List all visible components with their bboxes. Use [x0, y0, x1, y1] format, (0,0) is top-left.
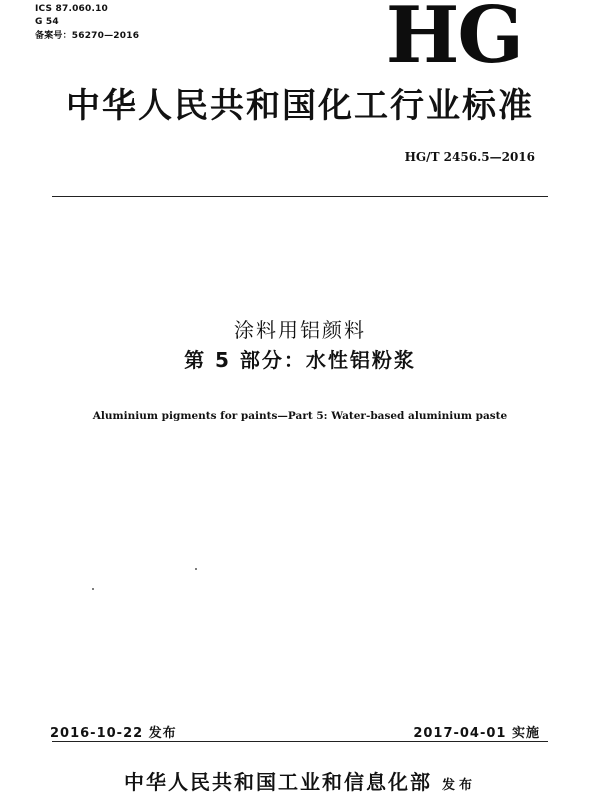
record-number: 备案号：56270—2016 [35, 31, 140, 41]
document-title-english: Aluminium pigments for paints—Part 5: Water-based aluminium paste [92, 410, 508, 422]
ics-code: ICS 87.060.10 [35, 4, 109, 14]
issue-date: 2016-10-22 发布 [50, 726, 177, 741]
standard-number: HG/T 2456.5—2016 [404, 150, 535, 164]
implementation-date: 2017-04-01 实施 [413, 726, 540, 741]
publisher-name: 中华人民共和国工业和信息化部 [123, 770, 432, 794]
top-divider [52, 196, 548, 197]
publisher-suffix: 发布 [441, 778, 476, 793]
scan-speck [195, 568, 197, 570]
bottom-divider [52, 741, 548, 742]
publisher [0, 766, 600, 795]
document-title-line1: 涂料用铝颜料 [234, 318, 366, 342]
hg-logo: HG [385, 0, 522, 81]
classification-code: G 54 [35, 17, 59, 27]
standard-title: 中华人民共和国化工行业标准 [66, 86, 534, 126]
document-title-line2: 第 5 部分：水性铝粉浆 [184, 348, 416, 372]
scan-speck [92, 588, 94, 590]
